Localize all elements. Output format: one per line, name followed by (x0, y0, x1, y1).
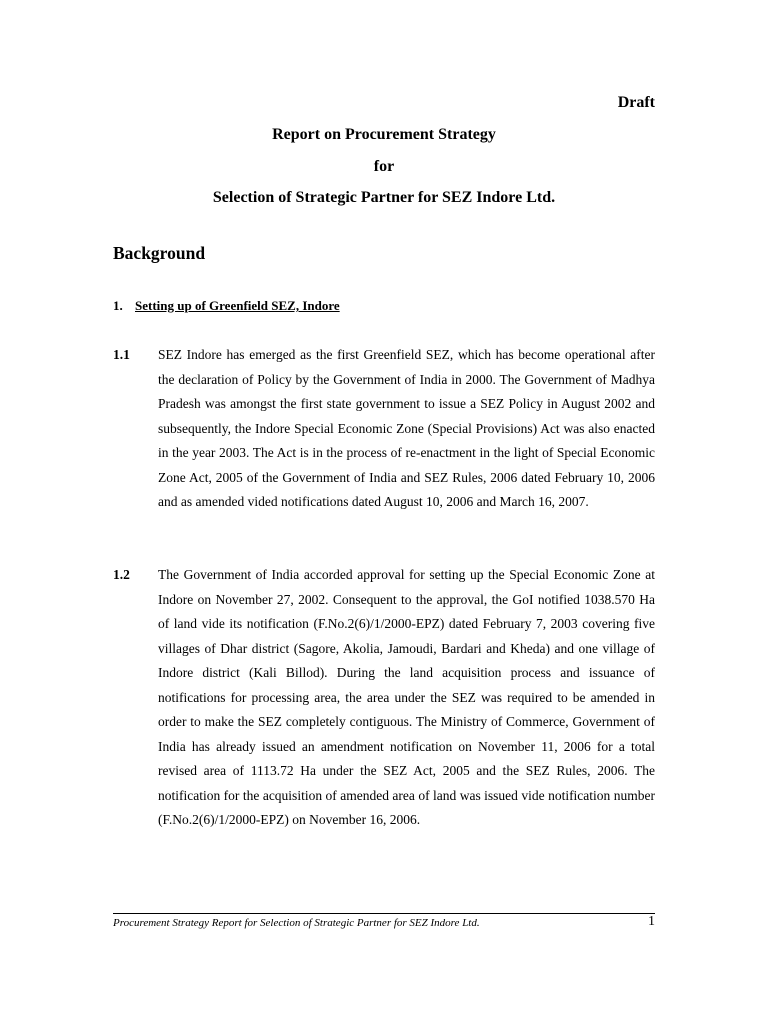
subsection-number: 1. (113, 298, 123, 313)
report-title-line-2: for (373, 158, 395, 175)
paragraph-number: 1.2 (113, 567, 130, 582)
report-title-line-3: Selection of Strategic Partner for SEZ Indore Ltd. (212, 189, 556, 206)
paragraph-text: SEZ Indore has emerged as the first Greenfield SEZ, which has become operational after the declaration of Policy by the Government of India in 2000. The Government of Madhya Pradesh was amongst the first state government to issue a SEZ Policy in August 2002 and subsequently, the Indore Special Economic Zone (Special Provisions) Act was also enacted in the year 2003. The Act is in the process of re-enactment in the light of Special Economic Zone Act, 2005 of the Government of India and SEZ Rules, 2006 dated February 10, 2006 and as amended vided notifications dated August 10, 2006 and March 16, 2007. (158, 347, 655, 509)
subsection-heading (113, 298, 340, 314)
report-title-line-1: Report on Procurement Strategy (272, 126, 496, 143)
footer-text: Procurement Strategy Report for Selection of Strategic Partner for SEZ Indore Ltd. (113, 917, 480, 929)
footer-divider (113, 913, 655, 914)
section-heading-background: Background (113, 243, 206, 263)
draft-label: Draft (617, 94, 655, 111)
paragraph-number: 1.1 (113, 347, 130, 362)
subsection-title: Setting up of Greenfield SEZ, Indore (135, 298, 340, 313)
paragraph-1-2 (113, 563, 655, 833)
paragraph-text: The Government of India accorded approval for setting up the Special Economic Zone at Indore on November 27, 2002. Consequent to the approval, the GoI notified 1038.570 Ha of land vide its notification (F.No.2(6)/1/2000-EPZ) dated February 7, 2003 covering five villages of Dhar district (Sagore, Akolia, Jamoudi, Bardari and Kheda) and one village of Indore district (Kali Billod). During the land acquisition process and issuance of notifications for processing area, the area under the SEZ was required to be amended in order to make the SEZ completely contiguous. The Ministry of Commerce, Government of India has already issued an amendment notification on November 11, 2006 for a total revised area of 1113.72 Ha under the SEZ Act, 2005 and the SEZ Rules, 2006. The notification for the acquisition of amended area of land was issued vide notification number (F.No.2(6)/1/2000-EPZ) on November 16, 2006. (158, 567, 655, 827)
paragraph-1-1 (113, 343, 655, 515)
page-number: 1 (648, 914, 655, 929)
